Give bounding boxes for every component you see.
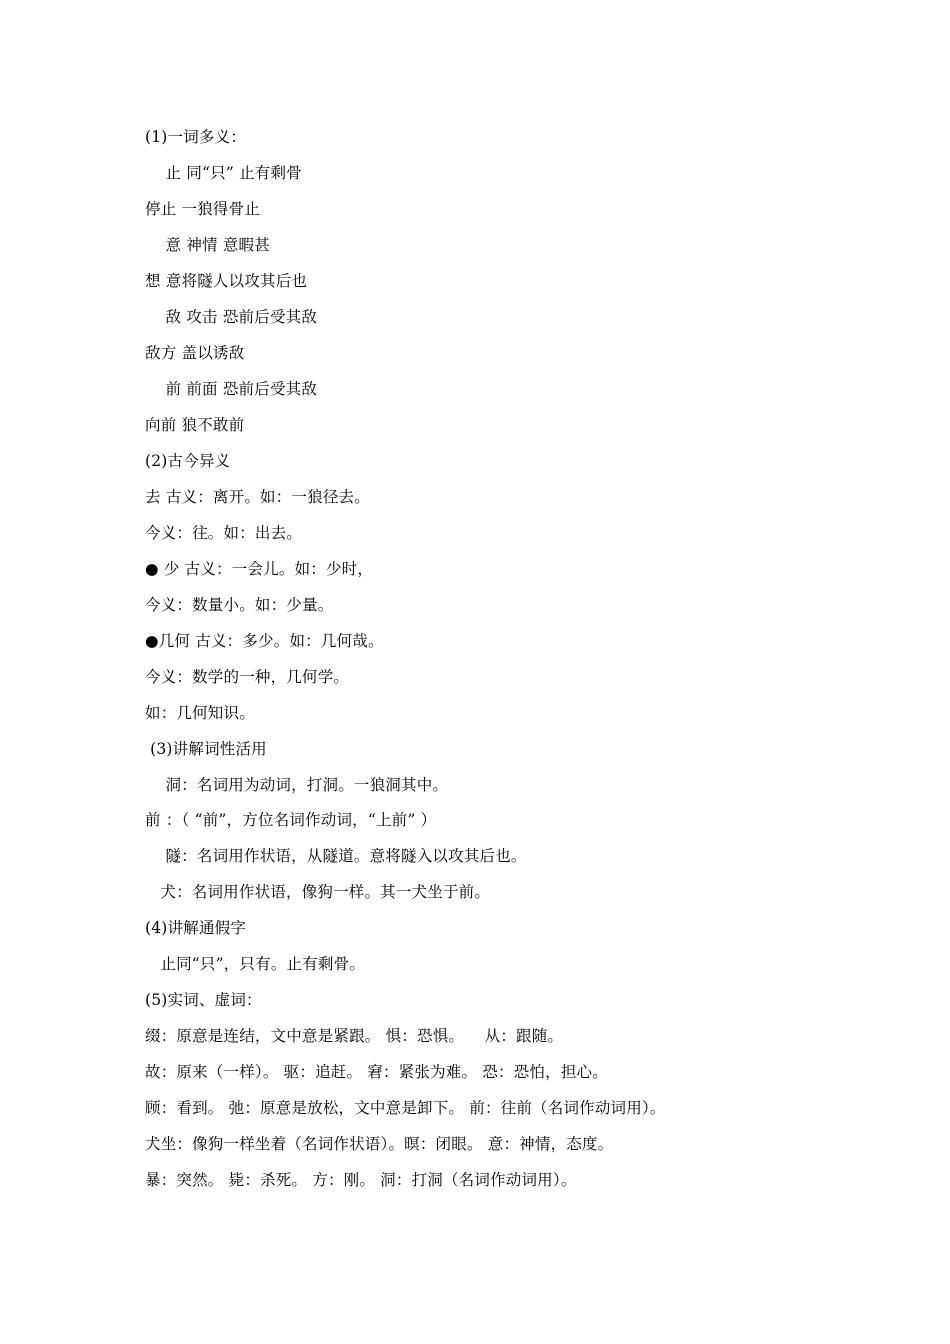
text-line: 意 神情 意暇甚 <box>145 236 270 254</box>
bullet-line: ●几何 古义：多少。如：几何哉。 <box>145 632 384 650</box>
text-line: 如：几何知识。 <box>145 704 255 722</box>
text-line: 今义：数量小。如：少量。 <box>145 596 334 614</box>
text-line: 想 意将隧人以攻其后也 <box>145 272 308 290</box>
text-line: 隧：名词用作状语，从隧道。意将隧入以攻其后也。 <box>145 847 527 865</box>
text-line: 敌 攻击 恐前后受其敌 <box>145 308 318 326</box>
text-line: 前 ：（ “前”，方位名词作动词，“上前” ） <box>145 811 437 829</box>
text-line: 洞：名词用为动词，打洞。一狼洞其中。 <box>145 776 449 794</box>
text-line: 前 前面 恐前后受其敌 <box>145 380 318 398</box>
heading-polysemy: (1)一词多义： <box>145 128 247 146</box>
heading-ancient-modern: (2)古今异义 <box>145 452 231 470</box>
heading-word-class: (3)讲解词性活用 <box>145 740 267 758</box>
heading-content-function-words: (5)实词、虚词： <box>145 991 262 1009</box>
text-line: 向前 狼不敢前 <box>145 416 245 434</box>
text-line: 去 古义：离开。如：一狼径去。 <box>145 488 370 506</box>
text-line: 止同“只”，只有。止有剩骨。 <box>145 955 366 973</box>
text-line: 敌方 盖以诱敌 <box>145 344 245 362</box>
text-line: 犬：名词用作状语，像狗一样。其一犬坐于前。 <box>145 883 491 901</box>
text-line: 缀：原意是连结，文中意是紧跟。 惧：恐惧。 从：跟随。 <box>145 1027 564 1045</box>
text-line: 止 同“只” 止有剩骨 <box>145 164 302 182</box>
bullet-line: ● 少 古义：一会儿。如：少时， <box>145 560 374 578</box>
heading-loan-characters: (4)讲解通假字 <box>145 919 247 937</box>
text-line: 故：原来（一样）。 驱：追赶。 窘：紧张为难。 恐：恐怕，担心。 <box>145 1063 608 1081</box>
text-line: 今义：往。如：出去。 <box>145 524 303 542</box>
text-line: 犬坐：像狗一样坐着（名词作状语）。暝：闭眼。 意：神情，态度。 <box>145 1135 614 1153</box>
text-line: 今义：数学的一种，几何学。 <box>145 668 350 686</box>
text-line: 停止 一狼得骨止 <box>145 200 261 218</box>
text-line: 暴：突然。 毙：杀死。 方：刚。 洞：打洞（名词作动词用）。 <box>145 1171 577 1189</box>
text-line: 顾：看到。 弛：原意是放松，文中意是卸下。 前：往前（名词作动词用）。 <box>145 1099 666 1117</box>
